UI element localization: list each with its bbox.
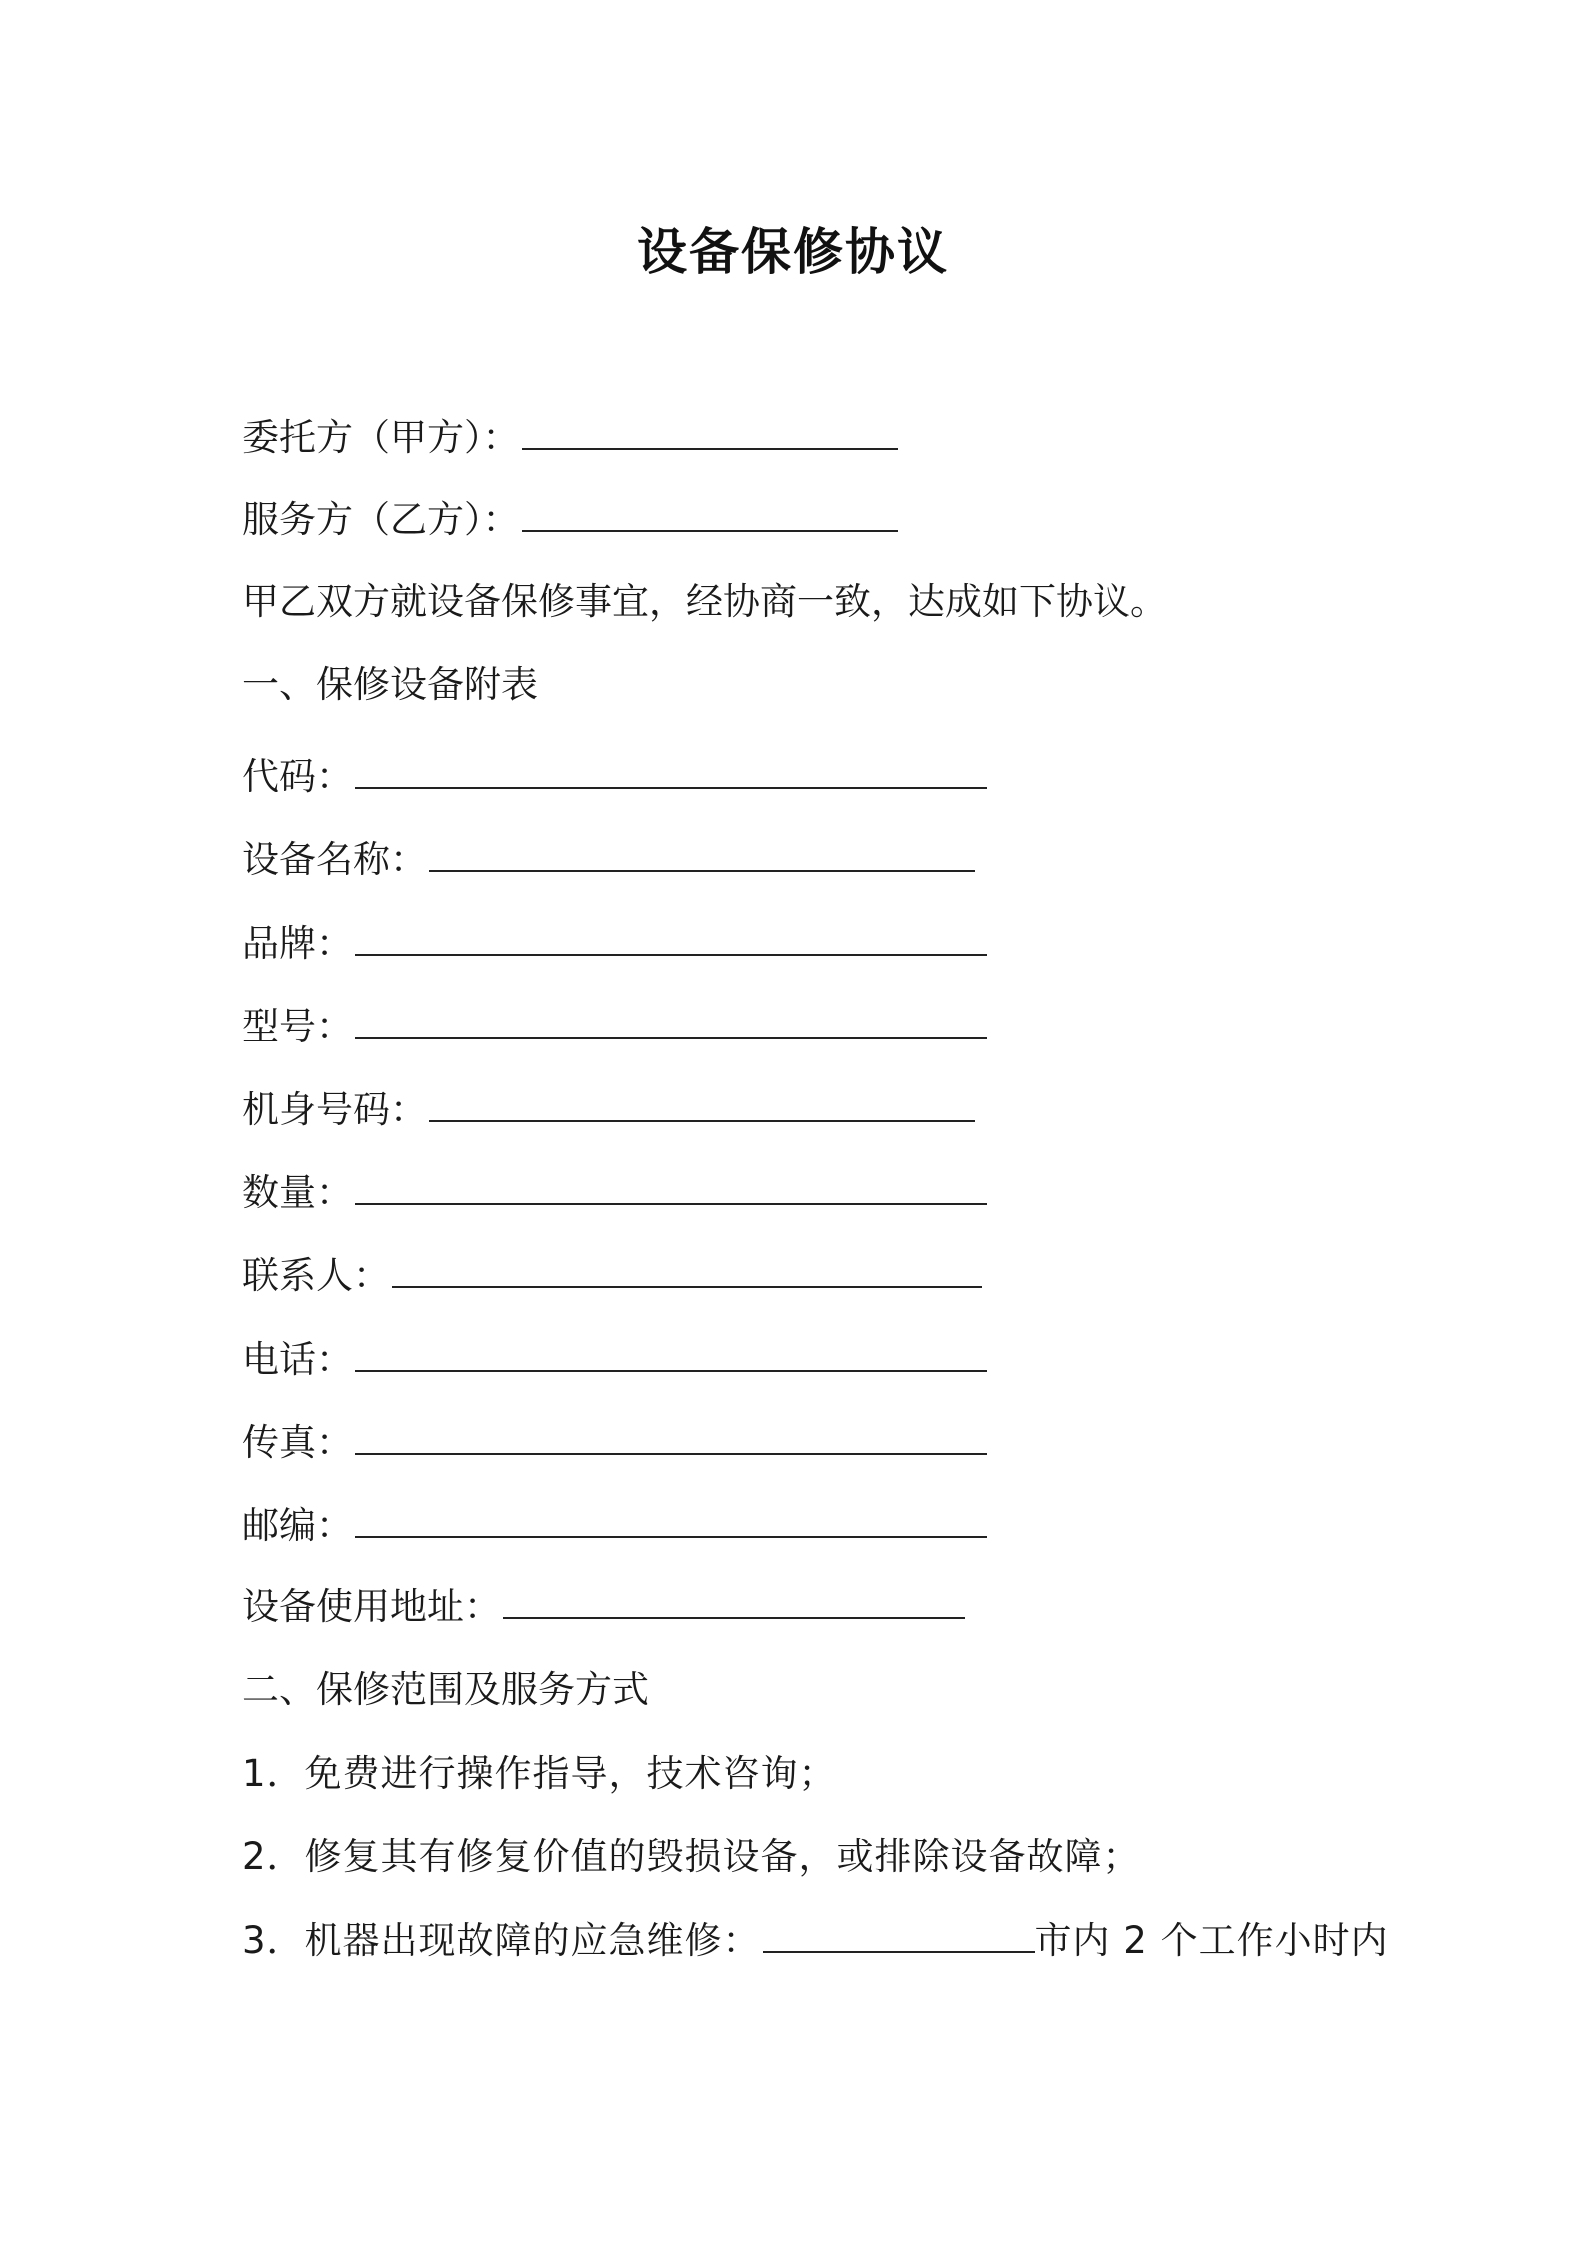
section2-heading: 二、保修范围及服务方式 <box>242 1668 649 1711</box>
field-fax <box>242 1419 987 1467</box>
field-blank[interactable] <box>429 840 975 872</box>
field-label: 邮编： <box>242 1504 353 1547</box>
field-postcode <box>242 1502 987 1550</box>
field-label: 电话： <box>242 1338 353 1381</box>
field-quantity <box>242 1169 987 1217</box>
party-a-line <box>242 414 898 462</box>
field-blank[interactable] <box>503 1587 965 1619</box>
clause-item-3-lead: 3．机器出现故障的应急维修： <box>242 1919 761 1962</box>
field-phone <box>242 1336 987 1384</box>
clause-item-1: 1．免费进行操作指导，技术咨询； <box>242 1752 837 1795</box>
field-label: 设备名称： <box>242 838 427 881</box>
field-brand <box>242 920 987 968</box>
field-blank[interactable] <box>355 1340 987 1372</box>
party-b-blank[interactable] <box>522 500 898 532</box>
field-label: 设备使用地址： <box>242 1585 501 1628</box>
party-a-label: 委托方（甲方）： <box>242 416 520 459</box>
clause-item-2: 2．修复其有修复价值的毁损设备，或排除设备故障； <box>242 1835 1141 1878</box>
party-b-label: 服务方（乙方）： <box>242 498 520 541</box>
field-label: 联系人： <box>242 1254 390 1297</box>
field-code <box>242 753 987 801</box>
party-a-blank[interactable] <box>522 418 898 450</box>
clause-item-3-tail: 市内 2 个工作小时内 <box>1034 1919 1389 1962</box>
field-serial-number <box>242 1086 975 1134</box>
party-b-line <box>242 496 898 544</box>
clause-item-3-blank[interactable] <box>763 1921 1035 1953</box>
field-contact <box>242 1252 982 1300</box>
field-label: 传真： <box>242 1421 353 1464</box>
field-model <box>242 1003 987 1051</box>
field-blank[interactable] <box>355 1506 987 1538</box>
field-device-name <box>242 836 975 884</box>
field-label: 型号： <box>242 1005 353 1048</box>
field-blank[interactable] <box>355 1423 987 1455</box>
field-blank[interactable] <box>355 1007 987 1039</box>
field-address <box>242 1583 965 1631</box>
field-blank[interactable] <box>355 1173 987 1205</box>
section1-heading: 一、保修设备附表 <box>242 663 538 706</box>
field-label: 品牌： <box>242 922 353 965</box>
clause-item-3 <box>242 1917 1389 1965</box>
field-label: 机身号码： <box>242 1088 427 1131</box>
document-title: 设备保修协议 <box>637 223 949 281</box>
preamble: 甲乙双方就设备保修事宜，经协商一致，达成如下协议。 <box>242 580 1167 623</box>
field-blank[interactable] <box>355 757 987 789</box>
field-label: 代码： <box>242 755 353 798</box>
field-blank[interactable] <box>355 924 987 956</box>
field-blank[interactable] <box>392 1256 982 1288</box>
field-label: 数量： <box>242 1171 353 1214</box>
field-blank[interactable] <box>429 1090 975 1122</box>
